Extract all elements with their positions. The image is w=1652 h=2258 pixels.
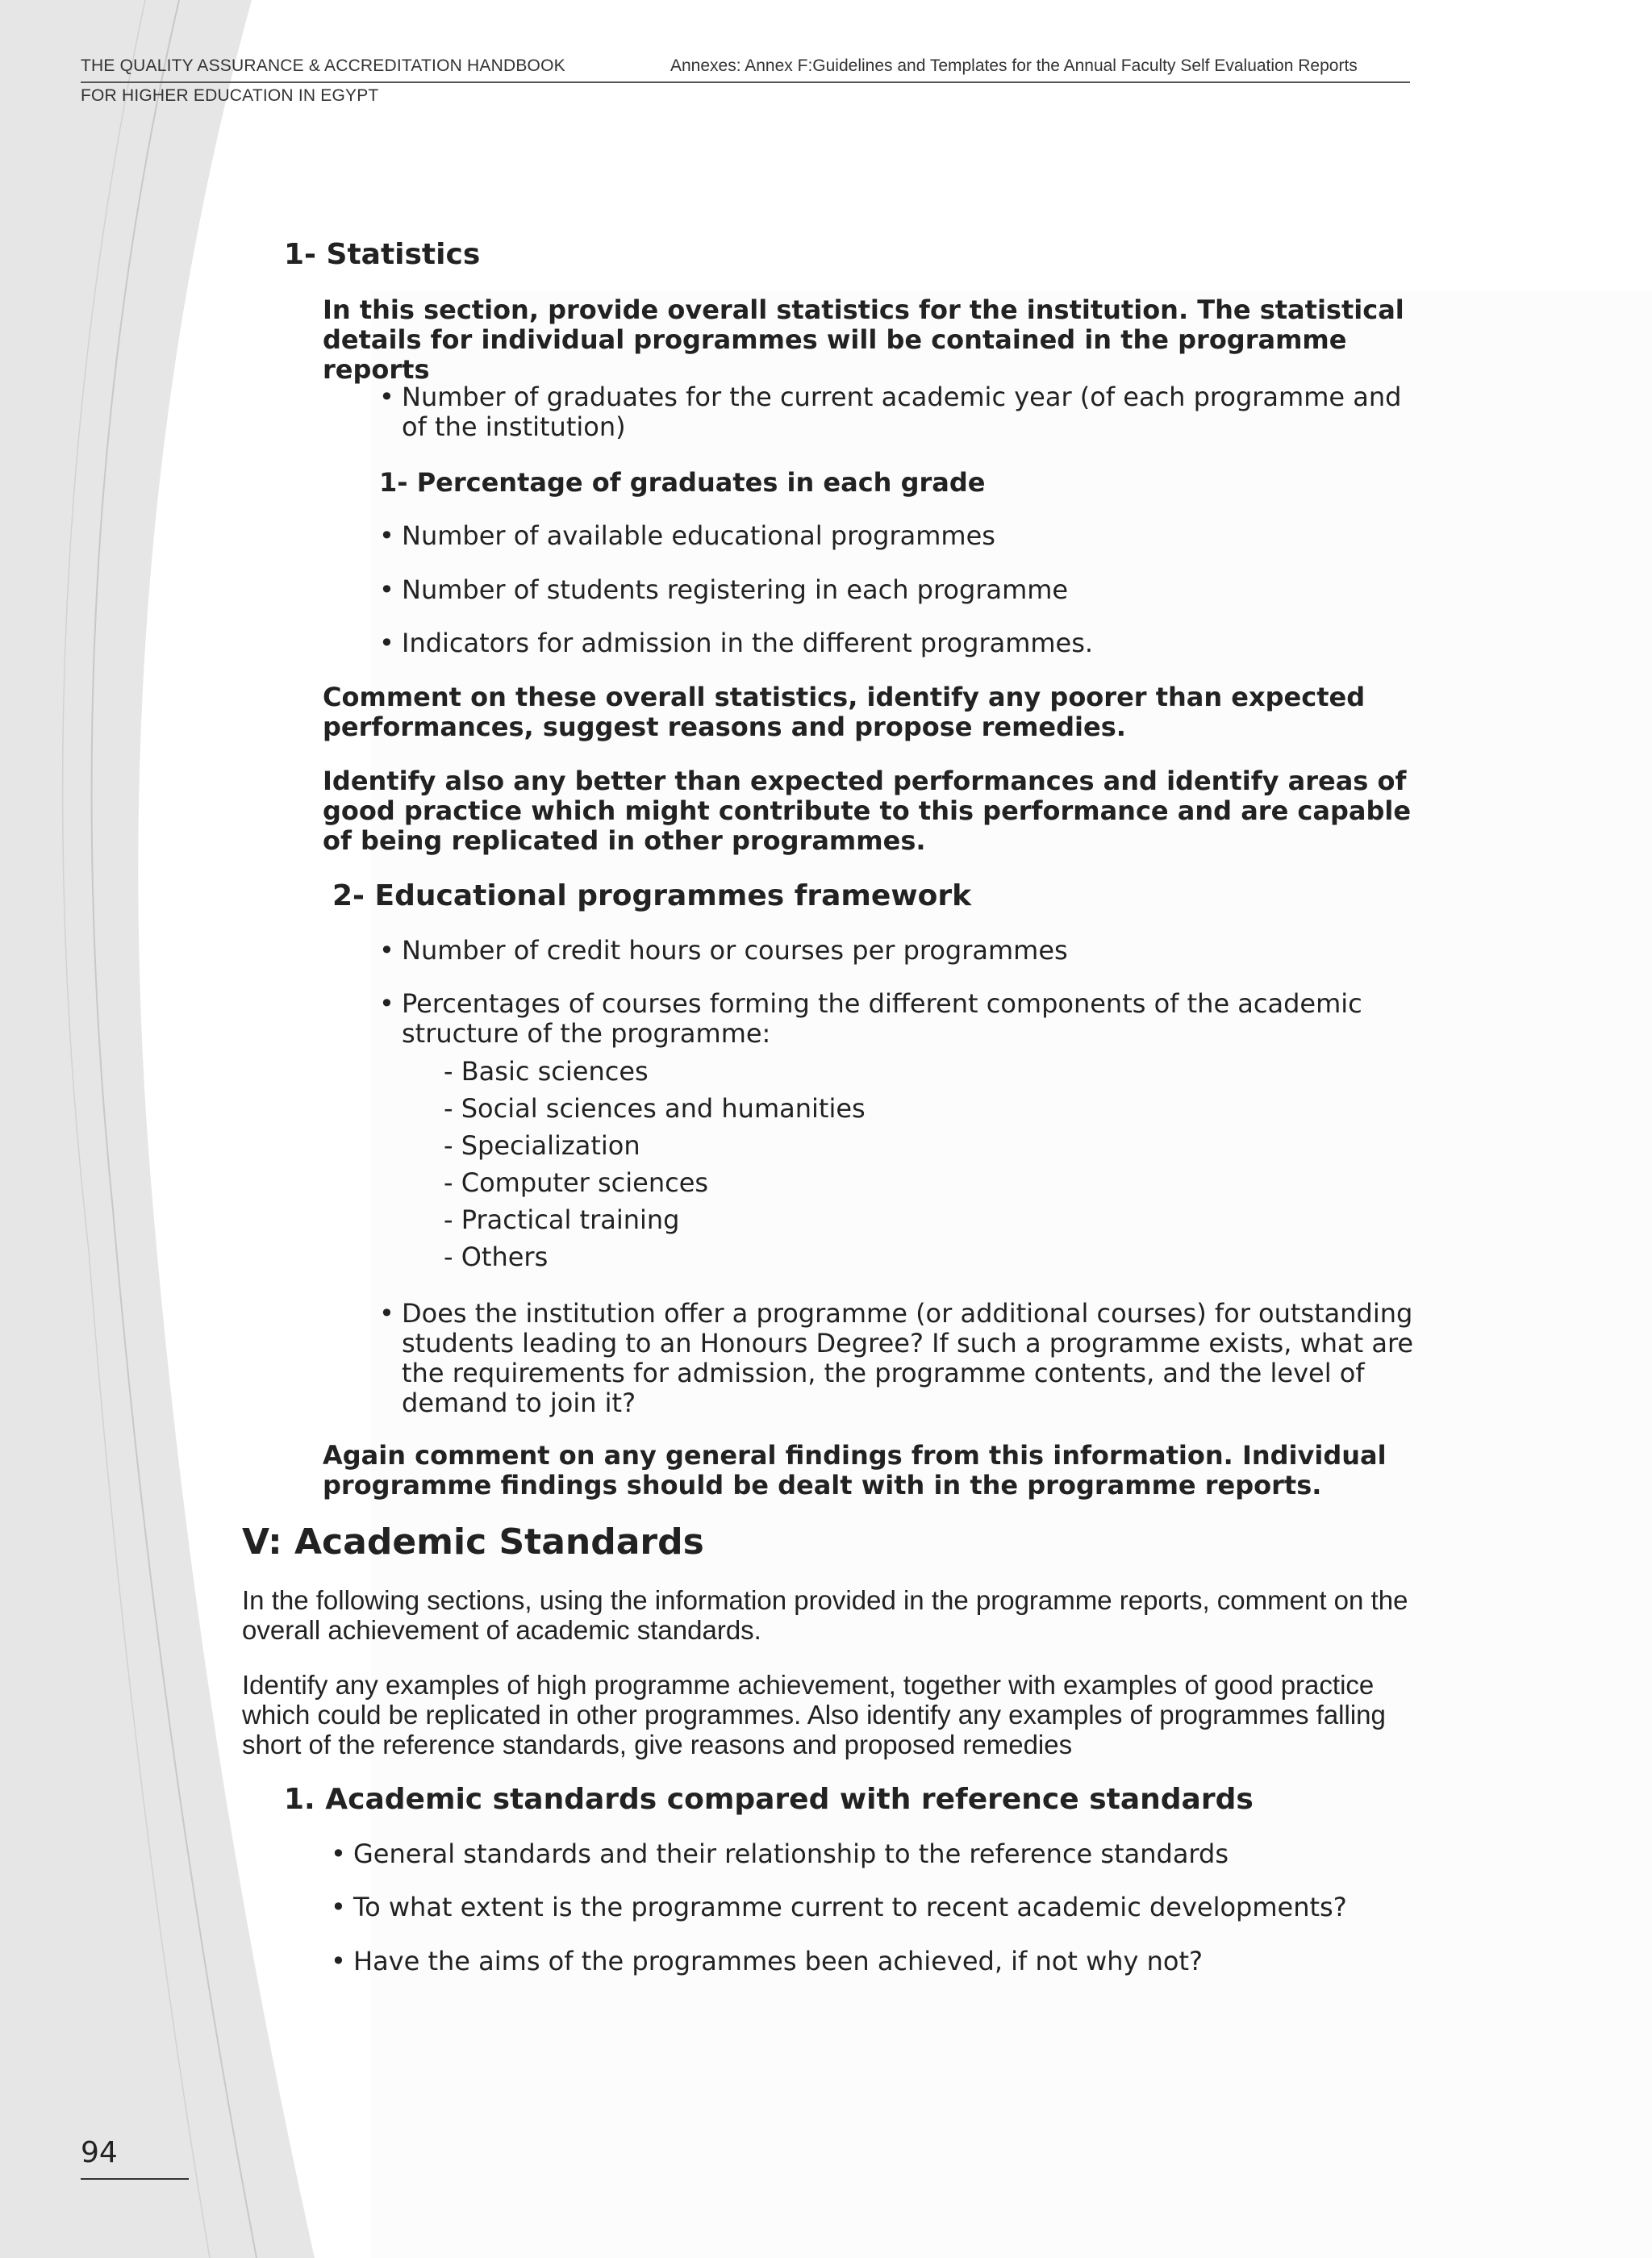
bullet-icon: • <box>379 988 394 1019</box>
component-item: - Basic sciences <box>444 1056 649 1087</box>
list-item <box>379 1299 1428 1418</box>
page-number: 94 <box>81 2136 118 2169</box>
bullet-icon: • <box>379 574 394 605</box>
component-item: - Others <box>444 1242 549 1272</box>
reference-standards-heading: 1. Academic standards compared with reference standards <box>284 1783 1254 1816</box>
list-item <box>379 382 1428 442</box>
bullet-icon: • <box>379 1298 394 1329</box>
bullet-icon: • <box>379 382 394 412</box>
header-annex-title: Annexes: Annex F:Guidelines and Templates for the Annual Faculty Self Evaluation Reports <box>670 56 1358 75</box>
bullet-icon: • <box>379 520 394 551</box>
list-item-text: Have the aims of the programmes been achieved, if not why not? <box>353 1946 1204 1976</box>
bullet-icon: • <box>331 1946 346 1976</box>
header-handbook-title: THE QUALITY ASSURANCE & ACCREDITATION HANDBOOK <box>81 56 565 75</box>
statistics-heading: 1- Statistics <box>284 238 481 271</box>
list-item <box>379 936 1428 966</box>
list-item-text: Number of graduates for the current academic year (of each programme and of the institution) <box>402 382 1402 442</box>
bullet-icon: • <box>379 935 394 966</box>
list-item-text: General standards and their relationship to the reference standards <box>353 1839 1229 1869</box>
academic-standards-heading: V: Academic Standards <box>242 1521 704 1563</box>
list-item-text: Indicators for admission in the different programmes. <box>402 628 1094 658</box>
bullet-icon: • <box>331 1892 346 1922</box>
components-list <box>444 1053 866 1275</box>
standards-paragraph: In the following sections, using the information provided in the programme reports, comment on the overall achievement of academic standards. <box>242 1585 1408 1645</box>
list-item-text: To what extent is the programme current to recent academic developments? <box>353 1892 1347 1922</box>
header-handbook-subtitle: FOR HIGHER EDUCATION IN EGYPT <box>81 86 379 105</box>
bullet-icon: • <box>331 1839 346 1869</box>
list-item <box>379 989 1428 1049</box>
list-item <box>331 1839 1412 1869</box>
list-item-text: Number of students registering in each programme <box>402 574 1069 605</box>
list-item-text: Number of credit hours or courses per programmes <box>402 935 1068 966</box>
framework-comment: Again comment on any general findings from this information. Individual programme findings should be dealt with in the programme reports. <box>323 1440 1387 1500</box>
component-item: - Computer sciences <box>444 1167 709 1198</box>
standards-paragraph: Identify any examples of high programme achievement, together with examples of good practice which could be replicated in other programmes. Also identify any examples of programmes falling short of the reference standards, give reasons and proposed remedies <box>242 1670 1386 1759</box>
list-item <box>331 1893 1412 1922</box>
list-item <box>379 575 1428 605</box>
statistics-intro: In this section, provide overall statistics for the institution. The statistical details for individual programmes will be contained in the programme reports <box>323 294 1404 385</box>
good-practice-comment: Identify also any better than expected performances and identify areas of good practice which might contribute to this performance and are capable of being replicated in other programmes. <box>323 766 1412 856</box>
graduates-grade-subheading: 1- Percentage of graduates in each grade <box>379 467 986 498</box>
component-item: - Practical training <box>444 1204 680 1235</box>
list-item <box>331 1947 1412 1976</box>
bullet-icon: • <box>379 628 394 658</box>
framework-heading: 2- Educational programmes framework <box>332 879 972 912</box>
component-item: - Specialization <box>444 1130 640 1161</box>
list-item <box>379 628 1428 658</box>
header-rule <box>81 81 1410 83</box>
list-item-text: Percentages of courses forming the different components of the academic structure of the programme: <box>402 988 1362 1049</box>
list-item <box>379 521 1428 551</box>
component-item: - Social sciences and humanities <box>444 1093 866 1124</box>
list-item-text: Does the institution offer a programme (or additional courses) for outstanding students leading to an Honours Degree? If such a programme exists, what are the requirements for admission, the programme contents, and the level of demand to join it? <box>402 1298 1414 1418</box>
statistics-comment: Comment on these overall statistics, identify any poorer than expected performances, suggest reasons and propose remedies. <box>323 682 1366 742</box>
page-number-rule <box>81 2178 189 2180</box>
list-item-text: Number of available educational programmes <box>402 520 995 551</box>
